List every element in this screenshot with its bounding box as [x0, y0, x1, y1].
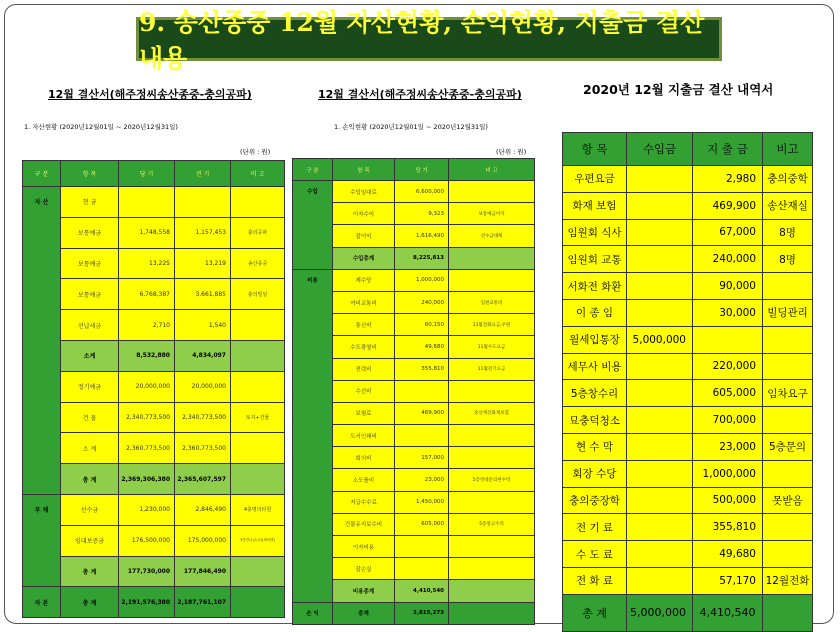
- prev-cell: 2,340,773,500: [175, 402, 231, 433]
- item-cell: 수도광열비: [333, 336, 395, 358]
- item-cell: 보통예금: [61, 248, 119, 279]
- item-cell: 여비교통비: [333, 291, 395, 313]
- expense-cell: 2,980: [693, 166, 763, 193]
- current-cell: 2,710: [119, 310, 175, 341]
- item-cell: 잡이익: [333, 225, 395, 247]
- note-cell: [449, 380, 535, 402]
- item-cell: 잡손실: [333, 558, 395, 580]
- expense-cell: 67,000: [693, 219, 763, 246]
- prev-cell: 13,219: [175, 248, 231, 279]
- prev-cell: 2,846,490: [175, 494, 231, 525]
- item-cell: 임대보증금: [61, 525, 119, 556]
- current-cell: 2,369,306,380: [119, 464, 175, 495]
- note-cell: [763, 514, 813, 541]
- prev-cell: [175, 187, 231, 218]
- table-row: [293, 181, 535, 203]
- item-cell: 전 기 료: [563, 514, 627, 541]
- prev-cell: 1,157,453: [175, 217, 231, 248]
- note-cell: [449, 536, 535, 558]
- item-cell: 우편요금: [563, 166, 627, 193]
- item-cell: 선수금: [61, 494, 119, 525]
- item-cell: 수입임대료: [333, 181, 395, 203]
- note-cell: [763, 460, 813, 487]
- note-cell: [231, 433, 285, 464]
- item-cell: 이 종 임: [563, 299, 627, 326]
- note-cell: [231, 371, 285, 402]
- expense-cell: 355,810: [693, 514, 763, 541]
- income-cell: [627, 541, 693, 568]
- table-row: [563, 299, 813, 326]
- item-cell: 건 물: [61, 402, 119, 433]
- note-cell: 충의공파: [231, 217, 285, 248]
- item-cell: 임원회 교통: [563, 246, 627, 273]
- current-cell: 2,191,576,380: [119, 587, 175, 618]
- total-row: [563, 594, 813, 631]
- table-row: [23, 310, 285, 341]
- current-cell: 177,730,000: [119, 556, 175, 587]
- pnl-unit: (단위 : 원): [496, 148, 527, 156]
- note-cell: [763, 541, 813, 568]
- item-cell: 이자수익: [333, 203, 395, 225]
- current-cell: 8,532,880: [119, 340, 175, 371]
- item-cell: 수 도 료: [563, 541, 627, 568]
- expense-cell: 220,000: [693, 353, 763, 380]
- note-cell: 토지+건물: [231, 402, 285, 433]
- note-cell: 선수금대체: [449, 225, 535, 247]
- total-row: [23, 556, 285, 587]
- note-cell: [231, 556, 285, 587]
- item-cell: 수선비: [333, 380, 395, 402]
- amount-cell: 469,900: [395, 402, 449, 424]
- item-cell: 총 계: [563, 594, 627, 631]
- header-cell: 비 고: [231, 161, 285, 187]
- note-cell: [449, 558, 535, 580]
- item-cell: 세무사 비용: [563, 353, 627, 380]
- note-cell: 12월전화: [763, 567, 813, 594]
- item-cell: 지급수수료: [333, 491, 395, 513]
- income-cell: [627, 514, 693, 541]
- table-row: [563, 460, 813, 487]
- income-cell: 5,000,000: [627, 594, 693, 631]
- amount-cell: 240,000: [395, 291, 449, 313]
- income-cell: [627, 567, 693, 594]
- table-header-row: [293, 159, 535, 181]
- amount-cell: 6,600,000: [395, 181, 449, 203]
- item-cell: 총 계: [61, 587, 119, 618]
- table-row: [293, 269, 535, 291]
- note-cell: 송산재실: [763, 192, 813, 219]
- item-cell: 수입총계: [333, 247, 395, 269]
- item-cell: 제수당: [333, 269, 395, 291]
- expense-cell: 49,680: [693, 541, 763, 568]
- category-pl: 손 익: [293, 602, 333, 624]
- item-cell: 총계: [333, 602, 395, 624]
- income-cell: [627, 166, 693, 193]
- note-cell: [449, 269, 535, 291]
- amount-cell: [395, 536, 449, 558]
- note-cell: 충의빌딩: [231, 279, 285, 310]
- amount-cell: 1,616,490: [395, 225, 449, 247]
- header-cell: 구 분: [293, 159, 333, 181]
- note-cell: 11월수도요금: [449, 336, 535, 358]
- prev-cell: 4,834,097: [175, 340, 231, 371]
- table-row: [563, 353, 813, 380]
- item-cell: 비용총계: [333, 580, 395, 602]
- header-cell: 전 기: [175, 161, 231, 187]
- amount-cell: 3,815,273: [395, 602, 449, 624]
- item-cell: 보험료: [333, 402, 395, 424]
- note-cell: [449, 425, 535, 447]
- header-cell: 지 출 금: [693, 133, 763, 166]
- amount-cell: [395, 425, 449, 447]
- pnl-table: [292, 158, 535, 625]
- amount-cell: 4,410,540: [395, 580, 449, 602]
- prev-cell: 2,360,773,500: [175, 433, 231, 464]
- income-cell: [627, 299, 693, 326]
- category-expense: 비용: [293, 269, 333, 602]
- note-cell: [449, 580, 535, 602]
- prev-cell: 1,540: [175, 310, 231, 341]
- prev-cell: 20,000,000: [175, 371, 231, 402]
- asset-title: 12월 결산서(해주정씨송산종중-충의공파): [48, 88, 252, 101]
- table-row: [563, 273, 813, 300]
- item-cell: 도서인쇄비: [333, 425, 395, 447]
- note-cell: [231, 340, 285, 371]
- expense-cell: 4,410,540: [693, 594, 763, 631]
- note-cell: [763, 407, 813, 434]
- item-cell: 총 계: [61, 556, 119, 587]
- note-cell: [763, 353, 813, 380]
- category-asset: 자 산: [23, 187, 61, 495]
- amount-cell: 1,000,000: [395, 269, 449, 291]
- item-cell: 전력비: [333, 358, 395, 380]
- income-cell: [627, 380, 693, 407]
- table-row: [563, 326, 813, 353]
- income-cell: [627, 353, 693, 380]
- table-row: [23, 433, 285, 464]
- note-cell: [231, 310, 285, 341]
- income-cell: [627, 192, 693, 219]
- note-cell: 보통예금이자: [449, 203, 535, 225]
- note-cell: 못받음: [763, 487, 813, 514]
- table-row: [563, 567, 813, 594]
- item-cell: 소 계: [61, 433, 119, 464]
- note-cell: 11월전기요금: [449, 358, 535, 380]
- expense-cell: [693, 326, 763, 353]
- item-cell: 전 화 료: [563, 567, 627, 594]
- note-cell: [449, 447, 535, 469]
- expense-cell: 23,000: [693, 433, 763, 460]
- note-cell: [763, 594, 813, 631]
- amount-cell: 60,150: [395, 314, 449, 336]
- table-row: [23, 525, 285, 556]
- table-row: [563, 433, 813, 460]
- expense-cell: 500,000: [693, 487, 763, 514]
- header-cell: 항 목: [333, 159, 395, 181]
- note-cell: 송산재신화재보험: [449, 402, 535, 424]
- pnl-subtitle: 1. 손익현황 (2020년12월01일 ~ 2020년12월31일): [334, 123, 488, 131]
- note-cell: [449, 247, 535, 269]
- table-row: [563, 219, 813, 246]
- category-income: 수입: [293, 181, 333, 270]
- item-cell: 현 수 막: [563, 433, 627, 460]
- prev-cell: 2,365,607,597: [175, 464, 231, 495]
- amount-cell: 157,000: [395, 447, 449, 469]
- amount-cell: 49,680: [395, 336, 449, 358]
- note-cell: [449, 602, 535, 624]
- item-cell: 이자비용: [333, 536, 395, 558]
- amount-cell: 605,000: [395, 513, 449, 535]
- item-cell: 총 계: [61, 464, 119, 495]
- table-header-row: [563, 133, 813, 166]
- item-cell: 소모품비: [333, 469, 395, 491]
- item-cell: 서화전 화환: [563, 273, 627, 300]
- table-row: [23, 494, 285, 525]
- subtotal-row: [23, 340, 285, 371]
- table-row: [23, 279, 285, 310]
- table-row: [563, 192, 813, 219]
- expense-cell: 90,000: [693, 273, 763, 300]
- expense-cell: 700,000: [693, 407, 763, 434]
- item-cell: 5층창수리: [563, 380, 627, 407]
- current-cell: 2,340,773,500: [119, 402, 175, 433]
- asset-unit: (단위 : 원): [240, 148, 271, 156]
- amount-cell: [395, 380, 449, 402]
- item-cell: 충의중장학: [563, 487, 627, 514]
- expense-cell: 469,900: [693, 192, 763, 219]
- expense-title: 2020년 12월 지출금 결산 내역서: [583, 82, 774, 97]
- header-cell: 항 목: [61, 161, 119, 187]
- category-liability: 부 채: [23, 494, 61, 586]
- current-cell: 1,748,558: [119, 217, 175, 248]
- income-cell: [627, 433, 693, 460]
- table-row: [563, 380, 813, 407]
- note-cell: 8명: [763, 246, 813, 273]
- note-cell: [449, 181, 535, 203]
- amount-cell: 9,323: [395, 203, 449, 225]
- income-cell: [627, 219, 693, 246]
- item-cell: 월세입통장: [563, 326, 627, 353]
- current-cell: 176,500,000: [119, 525, 175, 556]
- header-cell: 비 고: [449, 159, 535, 181]
- note-cell: 임원교통비: [449, 291, 535, 313]
- header-cell: 비고: [763, 133, 813, 166]
- table-row: [23, 217, 285, 248]
- income-cell: [627, 460, 693, 487]
- note-cell: 송산종중: [231, 248, 285, 279]
- amount-cell: 8,225,813: [395, 247, 449, 269]
- table-row: [563, 407, 813, 434]
- expense-cell: 30,000: [693, 299, 763, 326]
- current-cell: 20,000,000: [119, 371, 175, 402]
- note-cell: 8명: [763, 219, 813, 246]
- item-cell: 임원회 식사: [563, 219, 627, 246]
- table-row: [23, 187, 285, 218]
- note-cell: [231, 187, 285, 218]
- item-cell: 보통예금: [61, 279, 119, 310]
- header-cell: 항 목: [563, 133, 627, 166]
- amount-cell: [395, 558, 449, 580]
- asset-table: [22, 160, 285, 618]
- table-row: [563, 541, 813, 568]
- table-header-row: [23, 161, 285, 187]
- note-cell: [763, 273, 813, 300]
- table-row: [563, 166, 813, 193]
- expense-cell: 240,000: [693, 246, 763, 273]
- prev-cell: 3,661,885: [175, 279, 231, 310]
- item-cell: 선납세금: [61, 310, 119, 341]
- note-cell: 11월전화요금,우편: [449, 314, 535, 336]
- income-cell: [627, 246, 693, 273]
- table-row: [23, 248, 285, 279]
- current-cell: [119, 187, 175, 218]
- header-cell: 당 기: [395, 159, 449, 181]
- header-cell: 구 분: [23, 161, 61, 187]
- note-cell: 5층문의: [763, 433, 813, 460]
- note-cell: [449, 491, 535, 513]
- table-row: [23, 371, 285, 402]
- item-cell: 소계: [61, 340, 119, 371]
- prev-cell: 175,000,000: [175, 525, 231, 556]
- income-cell: 5,000,000: [627, 326, 693, 353]
- note-cell: 5층창고수리: [449, 513, 535, 535]
- expense-table: [562, 132, 813, 632]
- pnl-title: 12월 결산서(해주정씨송산종중-충의공파): [318, 88, 522, 101]
- note-cell: [231, 587, 285, 618]
- item-cell: 보통예금: [61, 217, 119, 248]
- table-row: [563, 487, 813, 514]
- table-row: [23, 402, 285, 433]
- pl-row: [293, 602, 535, 624]
- note-cell: 임차요구: [763, 380, 813, 407]
- header-cell: 수입금: [627, 133, 693, 166]
- asset-subtitle: 1. 자산현황 (2020년12월01일 ~ 2020년12월31일): [24, 123, 178, 131]
- table-row: [563, 514, 813, 541]
- table-row: [563, 246, 813, 273]
- item-cell: 건물유지보수비: [333, 513, 395, 535]
- amount-cell: 1,450,000: [395, 491, 449, 513]
- expense-cell: 1,000,000: [693, 460, 763, 487]
- page-title: 9. 송산종중 12월 자산현황, 손익현황, 지출금 결산 내용: [136, 17, 722, 61]
- expense-cell: 57,170: [693, 567, 763, 594]
- amount-cell: 355,810: [395, 358, 449, 380]
- current-cell: 1,230,000: [119, 494, 175, 525]
- item-cell: 현 금: [61, 187, 119, 218]
- note-cell: 5층영대문의현수막: [449, 469, 535, 491]
- current-cell: 2,360,773,500: [119, 433, 175, 464]
- amount-cell: 23,000: [395, 469, 449, 491]
- header-cell: 당 기: [119, 161, 175, 187]
- capital-row: [23, 587, 285, 618]
- note-cell: [231, 464, 285, 495]
- item-cell: 정기예금: [61, 371, 119, 402]
- item-cell: 묘충덕청소: [563, 407, 627, 434]
- item-cell: 화재 보험: [563, 192, 627, 219]
- category-capital: 자 본: [23, 587, 61, 618]
- note-cell: 충의중학: [763, 166, 813, 193]
- expense-cell: 605,000: [693, 380, 763, 407]
- item-cell: 회의비: [333, 447, 395, 469]
- note-cell: 3층건너(손녀)(헤어앤): [231, 525, 285, 556]
- income-cell: [627, 407, 693, 434]
- note-cell: [763, 326, 813, 353]
- income-cell: [627, 487, 693, 514]
- item-cell: 회장 수당: [563, 460, 627, 487]
- prev-cell: 177,846,490: [175, 556, 231, 587]
- current-cell: 13,225: [119, 248, 175, 279]
- income-cell: [627, 273, 693, 300]
- total-row: [23, 464, 285, 495]
- note-cell: 4층명의타원: [231, 494, 285, 525]
- note-cell: 빌딩관리: [763, 299, 813, 326]
- current-cell: 6,768,387: [119, 279, 175, 310]
- item-cell: 통신비: [333, 314, 395, 336]
- prev-cell: 2,187,761,107: [175, 587, 231, 618]
